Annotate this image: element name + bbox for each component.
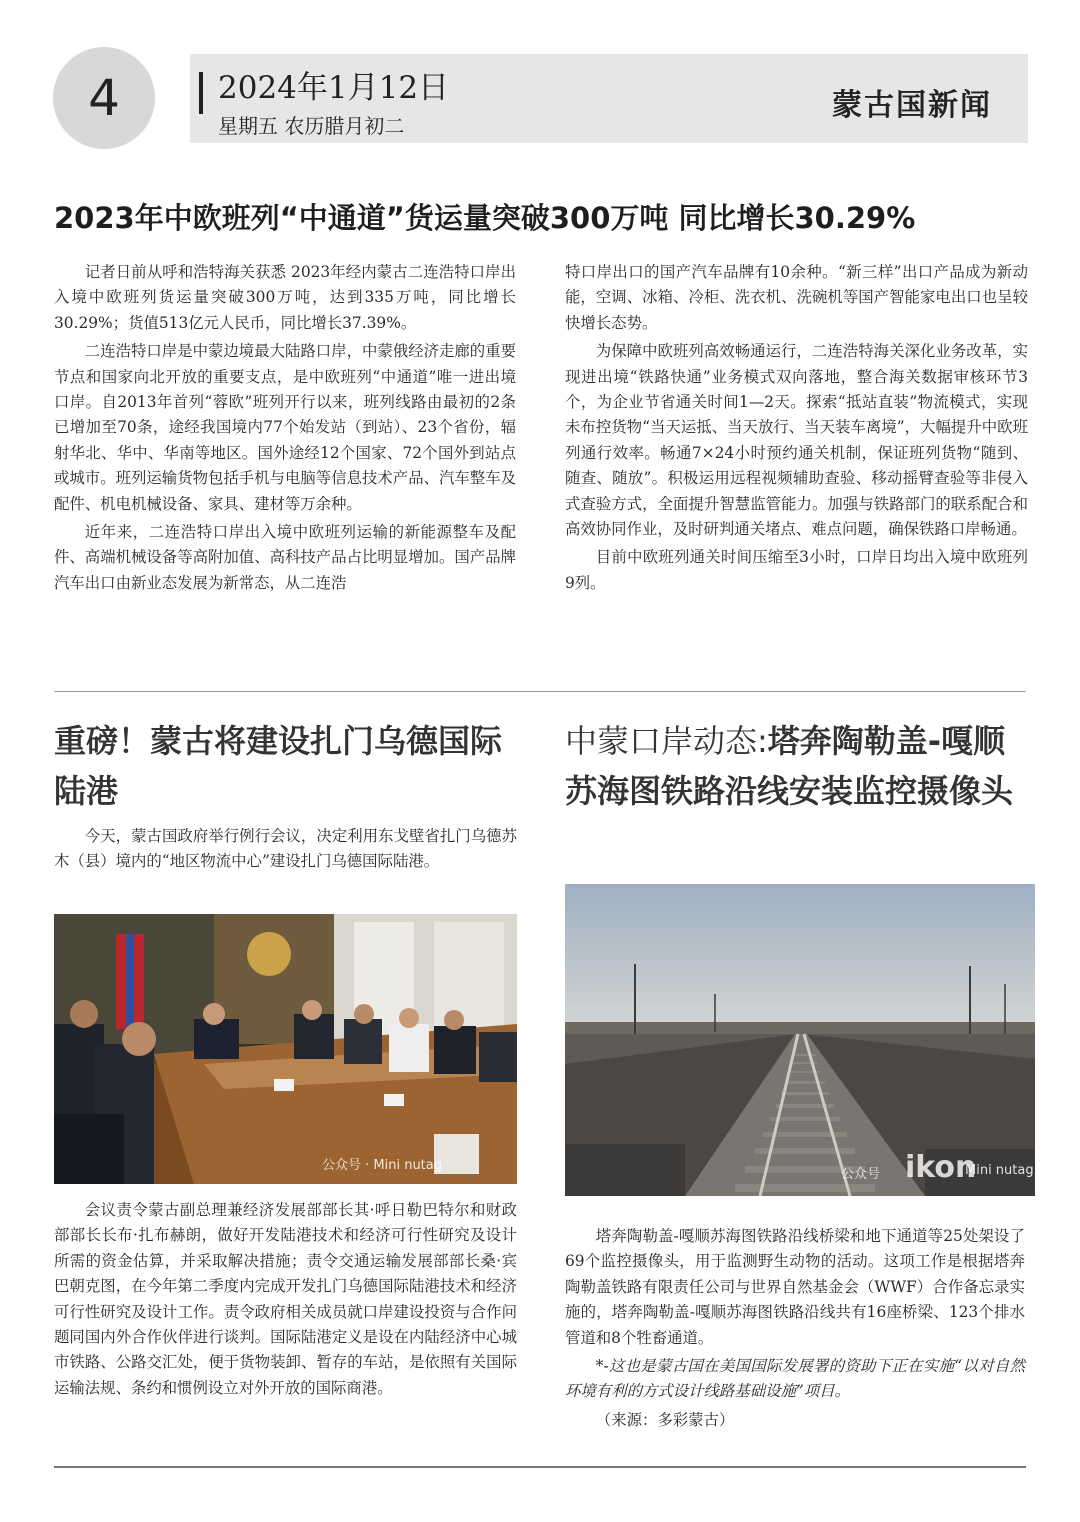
article1-paragraph: 近年来，二连浩特口岸出入境中欧班列运输的新能源整车及配件、高端机械设备等高附加值、高科技产品占比明显增加。国产品牌汽车出口由新业态发展为新常态，从二连浩 <box>54 523 516 592</box>
article3-note: *-这也是蒙古国在美国国际发展署的资助下正在实施“以对自然环境有利的方式设计线路基础设施”项目。 <box>565 1357 1025 1401</box>
photo-watermark: 公众号 · Mini nutag <box>322 1158 443 1173</box>
section-divider <box>54 691 1026 692</box>
photo-watermark-secondary: Mini nutag <box>965 1163 1034 1178</box>
article2-intro: 今天，蒙古国政府举行例行会议，决定利用东戈壁省扎门乌德苏木（县）境内的“地区物流中心”建设扎门乌德国际陆港。 <box>54 827 517 871</box>
article1-left-column <box>54 260 516 599</box>
article1-paragraph: 二连浩特口岸是中蒙边境最大陆路口岸，中蒙俄经济走廊的重要节点和国家向北开放的重要支点，是中欧班列“中通道”唯一进出境口岸。自2013年首列“蓉欧”班列开行以来，班列线路由最初的2条已增加至70条，途经我国境内77个始发站（到站）、23个省份，辐射华北、华中、华南等地区。国外途经12个国家、72个国外到站点或城市。班列运输货物包括手机与电脑等信息技术产品、汽车整车及配件、机电机械设备、家具、建材等万余种。 <box>54 342 516 513</box>
photo-watermark: 公众号 <box>841 1167 881 1182</box>
railway-tracks-photo <box>565 884 1035 1196</box>
article1-title: 2023年中欧班列“中通道”货运量突破300万吨 同比增长30.29% <box>54 201 916 235</box>
article1-paragraph: 特口岸出口的国产汽车品牌有10余种。“新三样”出口产品成为新动能，空调、冰箱、冷柜、洗衣机、洗碗机等国产智能家电出口也呈较快增长态势。 <box>565 263 1028 332</box>
article3-title-main: 塔奔陶勒盖-嘎顺苏海图铁路沿线安装监控摄像头 <box>565 722 1014 810</box>
article2-intro-block <box>54 824 517 878</box>
article3-title <box>565 716 1035 816</box>
bottom-rule <box>54 1466 1026 1468</box>
article2-body-block <box>54 1198 517 1404</box>
article1-paragraph: 记者日前从呼和浩特海关获悉 2023年经内蒙古二连浩特口岸出入境中欧班列货运量突破300万吨，达到335万吨，同比增长30.29%；货值513亿元人民币，同比增长37.39%。 <box>54 263 516 332</box>
article3-source: （来源：多彩蒙古） <box>595 1410 735 1429</box>
article3-title-prefix: 中蒙口岸动态: <box>565 722 768 760</box>
article1-right-column <box>565 260 1028 599</box>
header-divider-bar <box>199 72 203 114</box>
ikon-logo-watermark: ikon <box>905 1150 977 1185</box>
government-meeting-photo <box>54 914 517 1184</box>
section-name: 蒙古国新闻 <box>832 88 992 123</box>
article3-body-block <box>565 1224 1025 1436</box>
issue-date: 2024年1月12日 <box>218 70 450 106</box>
article3-body: 塔奔陶勒盖-嘎顺苏海图铁路沿线桥梁和地下通道等25处架设了69个监控摄像头，用于监测野生动物的活动。这项工作是根据塔奔陶勒盖铁路有限责任公司与世界自然基金会（WWF）合作备忘录实施的，塔奔陶勒盖-嘎顺苏海图铁路沿线共有16座桥梁、123个排水管道和8个牲畜通道。 <box>565 1227 1025 1347</box>
article2-title: 重磅！蒙古将建设扎门乌德国际陆港 <box>54 722 503 810</box>
article1-paragraph: 为保障中欧班列高效畅通运行，二连浩特海关深化业务改革，实现进出境“铁路快通”业务模式双向落地，整合海关数据审核环节3个，为企业节省通关时间1—2天。探索“抵站直装”物流模式，实现未布控货物“当天运抵、当天放行、当天装车离境”，大幅提升中欧班列通行效率。畅通7×24小时预约通关机制，保证班列货物“随到、随查、随放”。积极运用远程视频辅助查验、移动摇臂查验等非侵入式查验方式，全面提升智慧监管能力。加强与铁路部门的联系配合和高效协同作业，及时研判通关堵点、难点问题，确保铁路口岸畅通。 <box>565 342 1028 539</box>
page-number: 4 <box>53 47 155 149</box>
article1-paragraph: 目前中欧班列通关时间压缩至3小时，口岸日均出入境中欧班列9列。 <box>565 548 1028 592</box>
article2-body: 会议责令蒙古副总理兼经济发展部部长其·呼日勒巴特尔和财政部部长长布·扎布赫朗，做好开发陆港技术和经济可行性研究及设计所需的资金估算，并采取解决措施；责令交通运输发展部部长桑·宾巴朝克图，在今年第二季度内完成开发扎门乌德国际陆港技术和经济可行性研究及设计工作。责令政府相关成员就口岸建设投资与合作问题同国内外合作伙伴进行谈判。国际陆港定义是设在内陆经济中心城市铁路、公路交汇处，便于货物装卸、暂存的车站，是依照有关国际运输法规、条约和惯例设立对外开放的国际商港。 <box>54 1201 517 1397</box>
weekday-lunar-date: 星期五 农历腊月初二 <box>218 114 405 138</box>
